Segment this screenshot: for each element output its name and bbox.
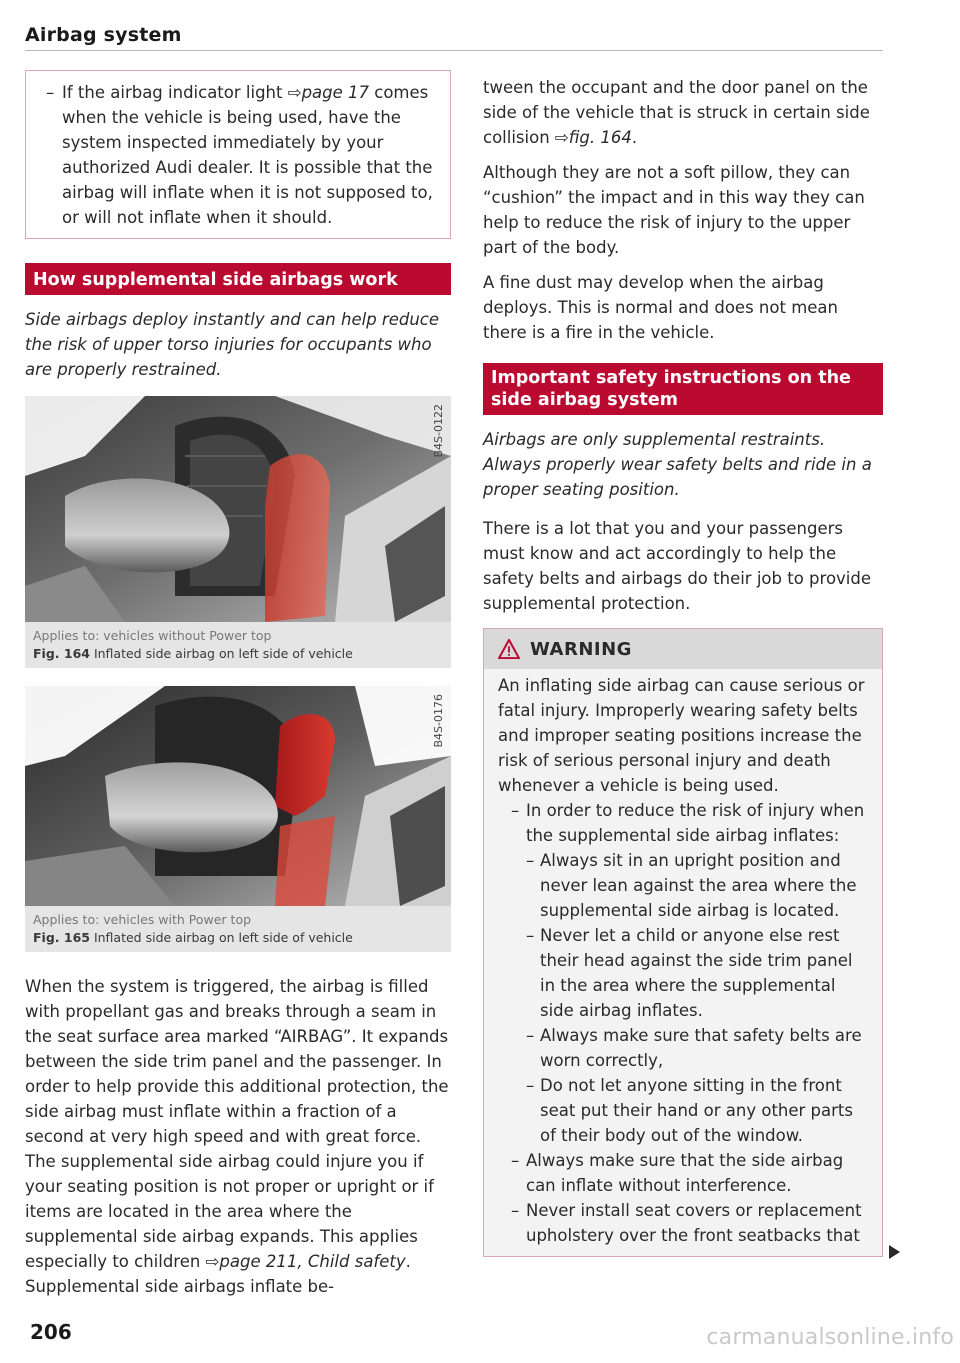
watermark: carmanualsonline.info — [706, 1325, 954, 1350]
note-box — [25, 70, 451, 239]
left-column — [25, 70, 451, 1309]
figure-caption-text: Inflated side airbag on left side of vehicle — [93, 646, 353, 661]
page-number: 206 — [30, 1320, 72, 1344]
figure-label: Fig. 164 — [33, 646, 90, 661]
figure-ref-link[interactable]: fig. 164 — [568, 128, 632, 147]
warning-triangle-icon — [498, 639, 520, 659]
warning-subitem: – Always make sure that safety belts are worn correctly, — [498, 1023, 872, 1073]
body-text-end: . Supplemental side airbags inflate be- — [25, 1252, 411, 1296]
figure-code: B4S-0122 — [432, 404, 445, 458]
page-section-title: Airbag system — [25, 24, 182, 46]
section-heading: Important safety instructions on the side airbag system — [483, 363, 883, 415]
note-text-end: comes when the vehicle is being used, have the system inspected immediately by your authorized Audi dealer. It is possible that the airbag will inflate when it is not supposed to, or will not inflate when it should. — [62, 83, 433, 227]
figure-165-image — [25, 686, 451, 906]
figure-applies-note: Applies to: vehicles with Power top — [33, 912, 252, 927]
warning-box — [483, 628, 883, 1257]
warning-header — [484, 629, 882, 669]
airbag-illustration — [25, 686, 451, 906]
warning-item: – Never install seat covers or replacement upholstery over the front seatbacks that — [498, 1198, 872, 1248]
figure-165 — [25, 686, 451, 952]
airbag-illustration — [25, 396, 451, 622]
figure-applies-note: Applies to: vehicles without Power top — [33, 628, 272, 643]
note-text-start: If the airbag indicator light — [62, 83, 283, 102]
figure-164-caption — [25, 622, 451, 668]
figure-label: Fig. 165 — [33, 930, 90, 945]
body-paragraph: Although they are not a soft pillow, they can “cushion” the impact and in this way they can help to reduce the risk of injury to the upper part of the body. — [483, 163, 865, 257]
body-text: tween the occupant and the door panel on the side of the vehicle that is struck in certain side collision — [483, 78, 870, 147]
warning-subitem: – Never let a child or anyone else rest their head against the side trim panel in the area where the supplemental side airbag inflates. — [498, 923, 872, 1023]
arrow-ref-icon: ⇨ — [287, 83, 302, 102]
section-heading: How supplemental side airbags work — [25, 263, 451, 295]
figure-164-image — [25, 396, 451, 622]
warning-intro: An inflating side airbag can cause serious or fatal injury. Improperly wearing safety belts and improper seating positions increase the risk of serious personal injury and death whenever a vehicle is being used. — [498, 676, 865, 795]
figure-165-caption — [25, 906, 451, 952]
figure-caption-text: Inflated side airbag on left side of vehicle — [93, 930, 353, 945]
continue-arrow-icon — [889, 1245, 900, 1259]
page-ref-link[interactable]: page 211, Child safety — [219, 1252, 406, 1271]
section-intro: Side airbags deploy instantly and can help reduce the risk of upper torso injuries for occupants who are properly restrained. — [25, 310, 440, 379]
note-item — [38, 80, 436, 230]
body-paragraph: A fine dust may develop when the airbag deploys. This is normal and does not mean there is a fire in the vehicle. — [483, 273, 838, 342]
section-intro: Airbags are only supplemental restraints. Always properly wear safety belts and ride in a proper seating position. — [483, 430, 872, 499]
arrow-ref-icon: ⇨ — [554, 128, 569, 147]
arrow-ref-icon: ⇨ — [205, 1252, 220, 1271]
body-paragraph — [483, 75, 883, 150]
figure-code: B4S-0176 — [432, 694, 445, 748]
header-divider — [25, 50, 883, 51]
right-column — [483, 70, 883, 1257]
page-ref-link[interactable]: page 17 — [301, 83, 370, 102]
warning-item: – In order to reduce the risk of injury when the supplemental side airbag inflates: — [498, 798, 872, 848]
warning-subitem: – Always sit in an upright position and never lean against the area where the supplemental side airbag is located. — [498, 848, 872, 923]
body-text-end: . — [631, 128, 638, 147]
body-text: When the system is triggered, the airbag is filled with propellant gas and breaks through a seam in the seat surface area marked “AIRBAG”. It expands between the side trim panel and the passenger. In order to help provide this additional protection, the side airbag must inflate within a fraction of a second at very high speed and with great force. The supplemental side airbag could injure you if your seating position is not proper or upright or if items are located in the area where the supplemental side airbag expands. This applies especially to children — [25, 977, 449, 1271]
warning-body — [484, 669, 882, 1256]
warning-item: – Always make sure that the side airbag can inflate without interference. — [498, 1148, 872, 1198]
figure-164 — [25, 396, 451, 668]
warning-title: WARNING — [530, 638, 632, 660]
body-paragraph — [25, 974, 451, 1299]
body-paragraph: There is a lot that you and your passengers must know and act accordingly to help the safety belts and airbags do their job to provide supplemental protection. — [483, 519, 872, 613]
warning-subitem: – Do not let anyone sitting in the front seat put their hand or any other parts of their body out of the window. — [498, 1073, 872, 1148]
